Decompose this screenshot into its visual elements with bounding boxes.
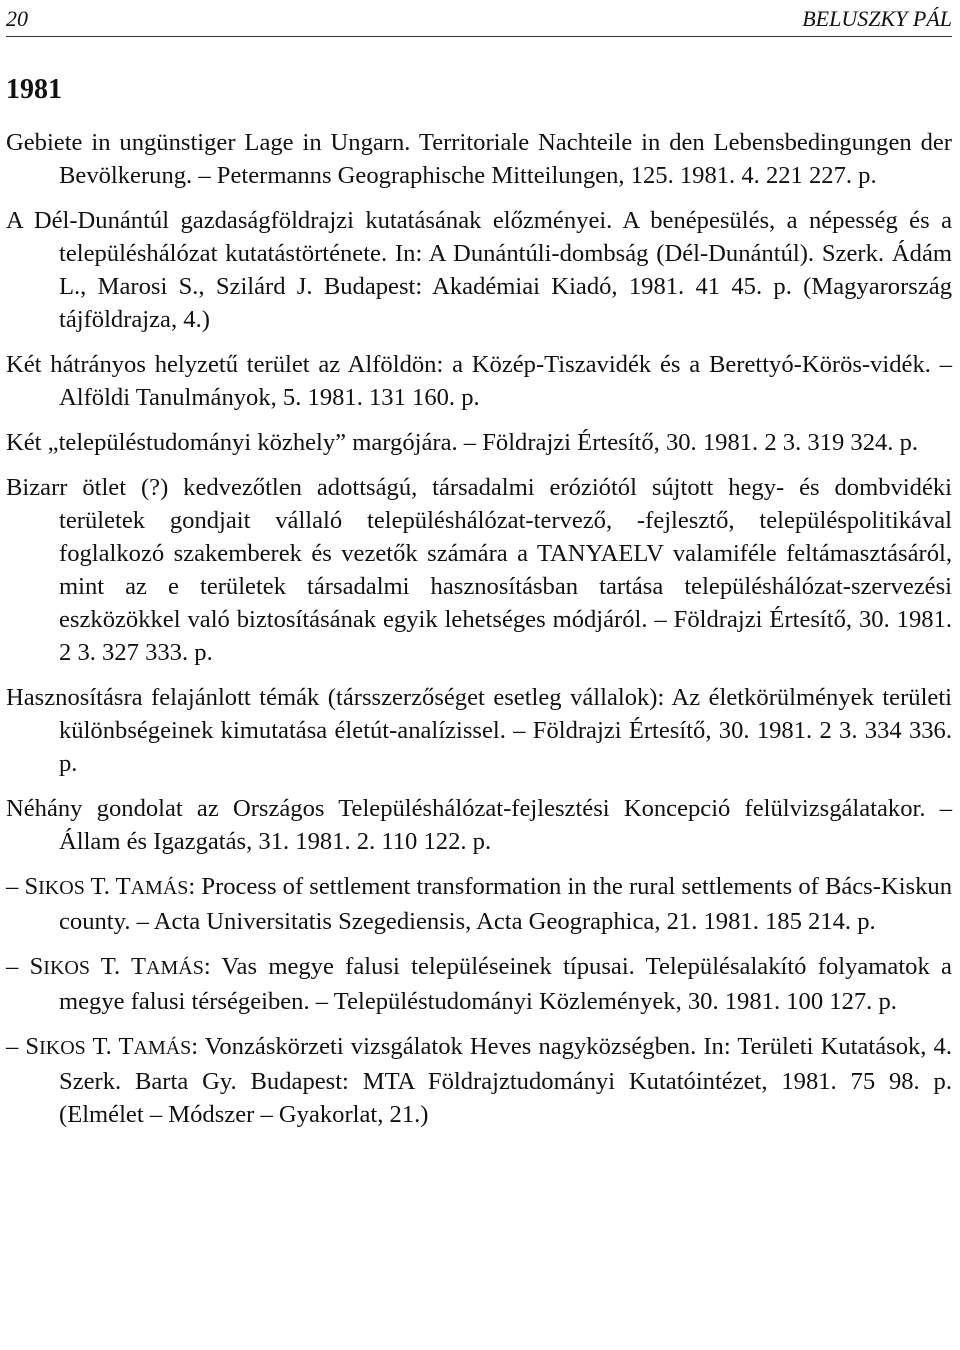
author-name: SIKOS T. TAMÁS [24, 873, 189, 900]
bibliography-entry [6, 204, 952, 336]
entry-text: : Process of settlement transformation in the rural settlements of Bács-Kiskun county. – Acta Universitatis Szegediensis, Acta Geographica, 21. 1981. 185 214. p. [59, 873, 953, 935]
bibliography-entry [6, 792, 952, 858]
entry-dash: – [6, 1033, 26, 1060]
entry-text: A Dél-Dunántúl gazdaságföldrajzi kutatásának előzményei. A benépesülés, a népesség és a településhálózat kutatástörténete. In: A Dunántúli-dombság (Dél-Dunántúl). Szerk. Ádám L., Marosi S., Szilárd J. Budapest: Akadémiai Kiadó, 1981. 41 45. p. (Magyarország tájföldrajza, 4.) [6, 207, 952, 333]
author-name: SIKOS T. TAMÁS [25, 1033, 192, 1060]
bibliography-entry [6, 950, 952, 1018]
entry-text: Bizarr ötlet (?) kedvezőtlen adottságú, társadalmi eróziótól sújtott hegy- és dombvidéki területek gondjait vállaló településhálózat-tervező, -fejlesztő, településpolitikával foglalkozó szakemberek és vezetők számára a TANYAELV valamiféle feltámasztásáról, mint az e területek társadalmi hasznosításban tartása településhálózat-szervezési eszközökkel való biztosításának egyik lehetséges módjáról. – Földrajzi Értesítő, 30. 1981. 2 3. 327 333. p. [6, 474, 952, 666]
entry-text: : Vonzáskörzeti vizsgálatok Heves nagyközségben. In: Területi Kutatások, 4. Szerk. Barta Gy. Budapest: MTA Földrajztudományi Kutatóintézet, 1981. 75 98. p. (Elmélet – Módszer – Gyakorlat, 21.) [59, 1033, 952, 1128]
page-header [6, 2, 952, 37]
bibliography-entry [6, 348, 952, 414]
entry-dash: – [6, 873, 25, 900]
entry-text: : Vas megye falusi településeinek típusai. Településalakító folyamatok a megye falusi térségeiben. – Településtudományi Közlemények, 30. 1981. 100 127. p. [59, 953, 952, 1015]
entry-text: Két hátrányos helyzetű terület az Alföldön: a Közép-Tiszavidék és a Berettyó-Körös-vidék. – Alföldi Tanulmányok, 5. 1981. 131 160. p. [6, 351, 952, 411]
bibliography-entry [6, 1030, 952, 1131]
year-heading: 1981 [6, 74, 62, 105]
bibliography-entry [6, 681, 952, 780]
entry-text: Néhány gondolat az Országos Településhálózat-fejlesztési Koncepció felülvizsgálatakor. – Állam és Igazgatás, 31. 1981. 2. 110 122. p. [6, 795, 952, 855]
running-head: BELUSZKY PÁL [802, 6, 952, 31]
entry-text: Hasznosításra felajánlott témák (társszerzőséget esetleg vállalok): Az életkörülmények területi különbségeinek kimutatása életút-analízissel. – Földrajzi Értesítő, 30. 1981. 2 3. 334 336. p. [6, 684, 952, 777]
entry-text: Gebiete in ungünstiger Lage in Ungarn. Territoriale Nachteile in den Lebensbedingungen der Bevölkerung. – Petermanns Geographische Mitteilungen, 125. 1981. 4. 221 227. p. [6, 129, 952, 189]
bibliography-entry [6, 471, 952, 669]
entry-text: Két „településtudományi közhely” margójára. – Földrajzi Értesítő, 30. 1981. 2 3. 319 324. p. [6, 429, 919, 456]
bibliography-entry [6, 126, 952, 192]
bibliography-entry [6, 426, 952, 459]
bibliography-list [6, 126, 952, 1143]
bibliography-entry [6, 870, 952, 938]
entry-dash: – [6, 953, 30, 980]
page-number: 20 [6, 6, 28, 31]
author-name: SIKOS T. TAMÁS [29, 953, 204, 980]
